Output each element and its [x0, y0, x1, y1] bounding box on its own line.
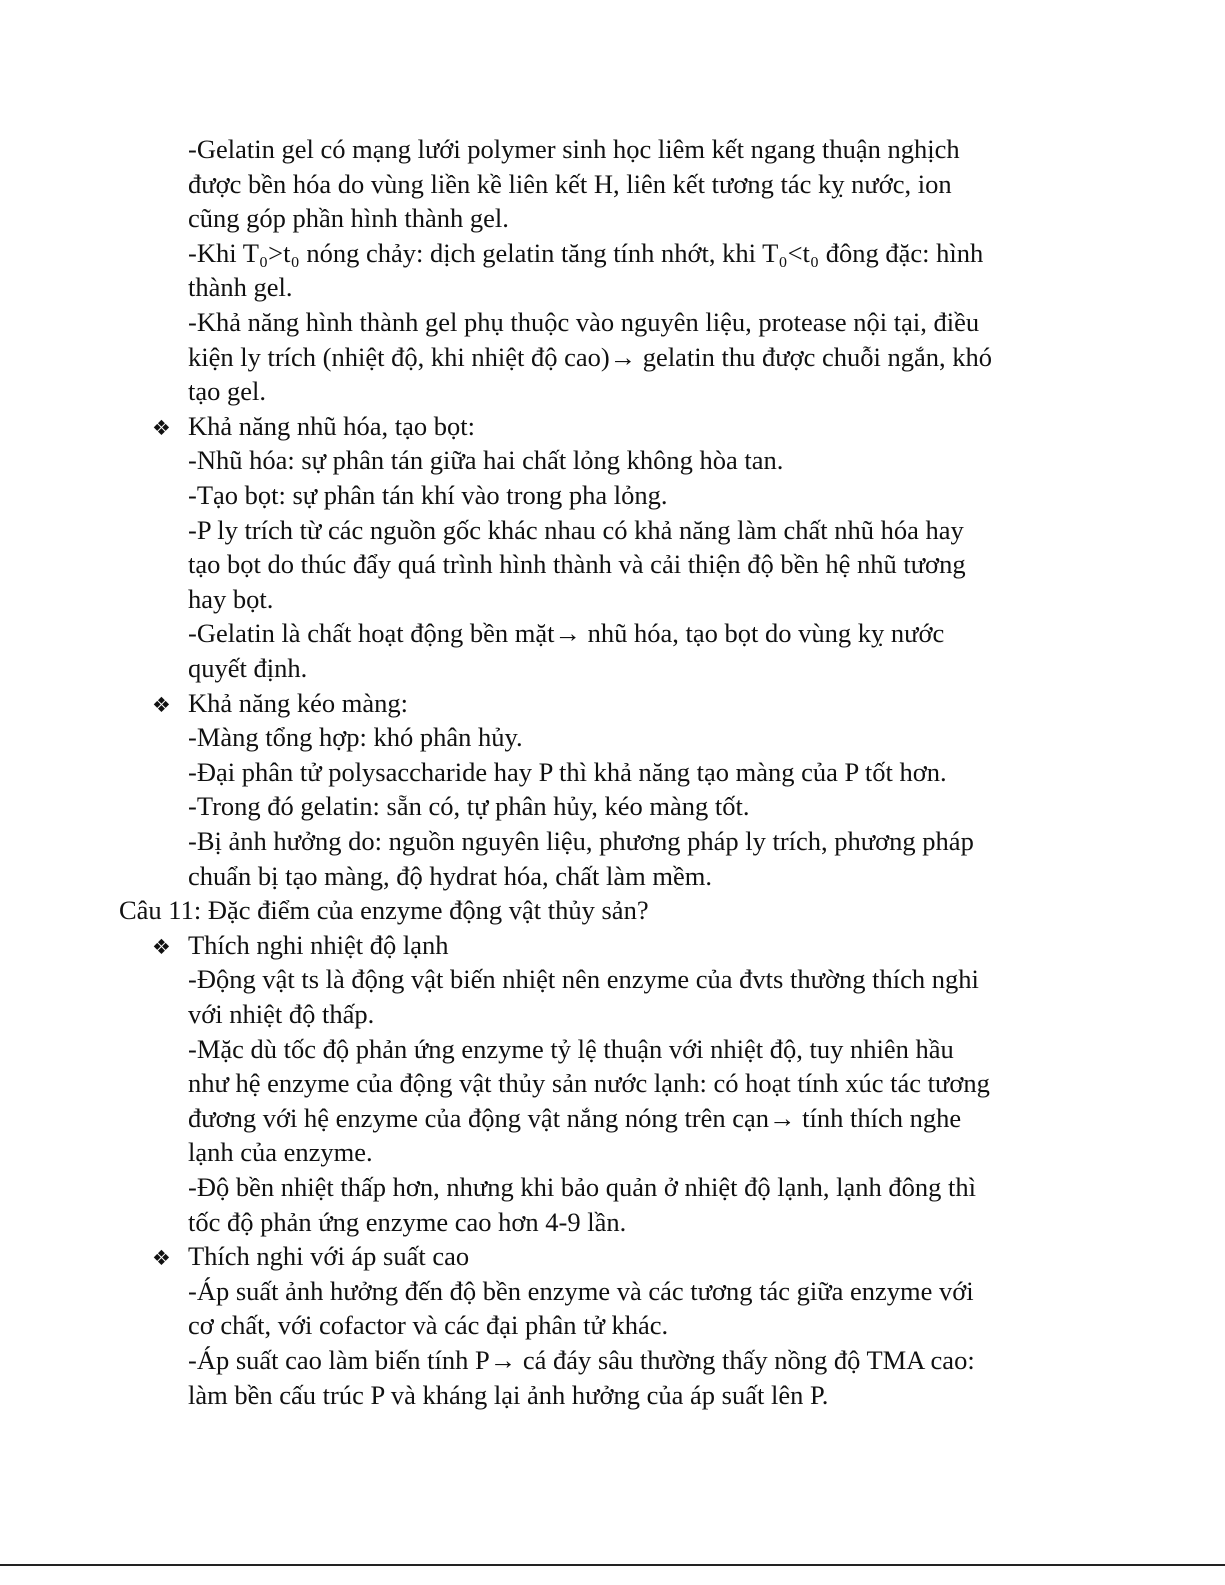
text-line: -Tạo bọt: sự phân tán khí vào trong pha lỏng. [188, 480, 668, 510]
text-line: đương với hệ enzyme của động vật nắng nóng trên cạn→ tính thích nghe [188, 1102, 962, 1133]
bullet-diamond-icon: ❖ [152, 1246, 171, 1271]
text-line: như hệ enzyme của động vật thủy sản nước lạnh: có hoạt tính xúc tác tương [188, 1068, 990, 1099]
bullet-text: Thích nghi với áp suất cao [188, 1241, 470, 1272]
text-line: cơ chất, với cofactor và các đại phân tử khác. [188, 1310, 669, 1341]
text-line: kiện ly trích (nhiệt độ, khi nhiệt độ cao)→ gelatin thu được chuỗi ngắn, khó [188, 341, 993, 372]
bullet-diamond-icon: ❖ [152, 415, 171, 440]
text-line: -Khi T₀>t₀ nóng chảy: dịch gelatin tăng tính nhớt, khi T₀<t₀ đông đặc: hình [188, 237, 984, 268]
text-line: làm bền cấu trúc P và kháng lại ảnh hưởng của áp suất lên P. [188, 1379, 829, 1410]
text-line: lạnh của enzyme. [188, 1137, 373, 1168]
text-line: -Áp suất cao làm biến tính P→ cá đáy sâu thường thấy nồng độ TMA cao: [188, 1345, 975, 1375]
text-line: -Áp suất ảnh hưởng đến độ bền enzyme và các tương tác giữa enzyme với [188, 1275, 974, 1306]
bullet-text: Thích nghi nhiệt độ lạnh [188, 929, 449, 960]
text-line: tạo bọt do thúc đẩy quá trình hình thành và cải thiện độ bền hệ nhũ tương [188, 549, 966, 580]
text-line: -Gelatin gel có mạng lưới polymer sinh học liêm kết ngang thuận nghịch [188, 134, 960, 164]
page-bottom-rule [0, 1564, 1225, 1566]
text-line: cũng góp phần hình thành gel. [188, 203, 509, 234]
text-line: với nhiệt độ thấp. [188, 999, 375, 1029]
text-line: -Bị ảnh hưởng do: nguồn nguyên liệu, phương pháp ly trích, phương pháp [188, 826, 974, 856]
text-line: hay bọt. [188, 583, 274, 614]
text-line: -Khả năng hình thành gel phụ thuộc vào nguyên liệu, protease nội tại, điều [188, 307, 980, 337]
text-line: -Nhũ hóa: sự phân tán giữa hai chất lỏng không hòa tan. [188, 445, 784, 476]
bullet-diamond-icon: ❖ [152, 934, 171, 959]
text-line: -Màng tổng hợp: khó phân hủy. [188, 722, 523, 753]
bullet-heading [152, 409, 475, 445]
bullet-heading [152, 686, 408, 722]
text-line: -Đại phân tử polysaccharide hay P thì khả năng tạo màng của P tốt hơn. [188, 756, 947, 787]
text-line: -P ly trích từ các nguồn gốc khác nhau có khả năng làm chất nhũ hóa hay [188, 514, 964, 545]
bullet-text: Khả năng kéo màng: [188, 687, 409, 718]
bullet-diamond-icon: ❖ [152, 692, 171, 717]
text-line: -Gelatin là chất hoạt động bền mặt→ nhũ hóa, tạo bọt do vùng kỵ nước [188, 618, 945, 649]
bullet-text: Khả năng nhũ hóa, tạo bọt: [188, 410, 476, 441]
text-line: -Trong đó gelatin: sẵn có, tự phân hủy, kéo màng tốt. [188, 791, 750, 822]
text-line: -Động vật ts là động vật biến nhiệt nên enzyme của đvts thường thích nghi [188, 964, 979, 995]
question-heading: Câu 11: Đặc điểm của enzyme động vật thủy sản? [119, 895, 649, 926]
bullet-heading [152, 928, 449, 964]
text-line: tạo gel. [188, 376, 266, 407]
bullet-heading [152, 1239, 469, 1275]
text-line: -Mặc dù tốc độ phản ứng enzyme tỷ lệ thuận với nhiệt độ, tuy nhiên hầu [188, 1033, 954, 1064]
text-line: thành gel. [188, 272, 293, 303]
text-line: được bền hóa do vùng liền kề liên kết H, liên kết tương tác kỵ nước, ion [188, 168, 952, 199]
text-line: tốc độ phản ứng enzyme cao hơn 4-9 lần. [188, 1206, 627, 1237]
text-line: quyết định. [188, 653, 308, 683]
text-line: -Độ bền nhiệt thấp hơn, nhưng khi bảo quản ở nhiệt độ lạnh, lạnh đông thì [188, 1172, 976, 1202]
text-line: chuẩn bị tạo màng, độ hydrat hóa, chất làm mềm. [188, 860, 712, 891]
